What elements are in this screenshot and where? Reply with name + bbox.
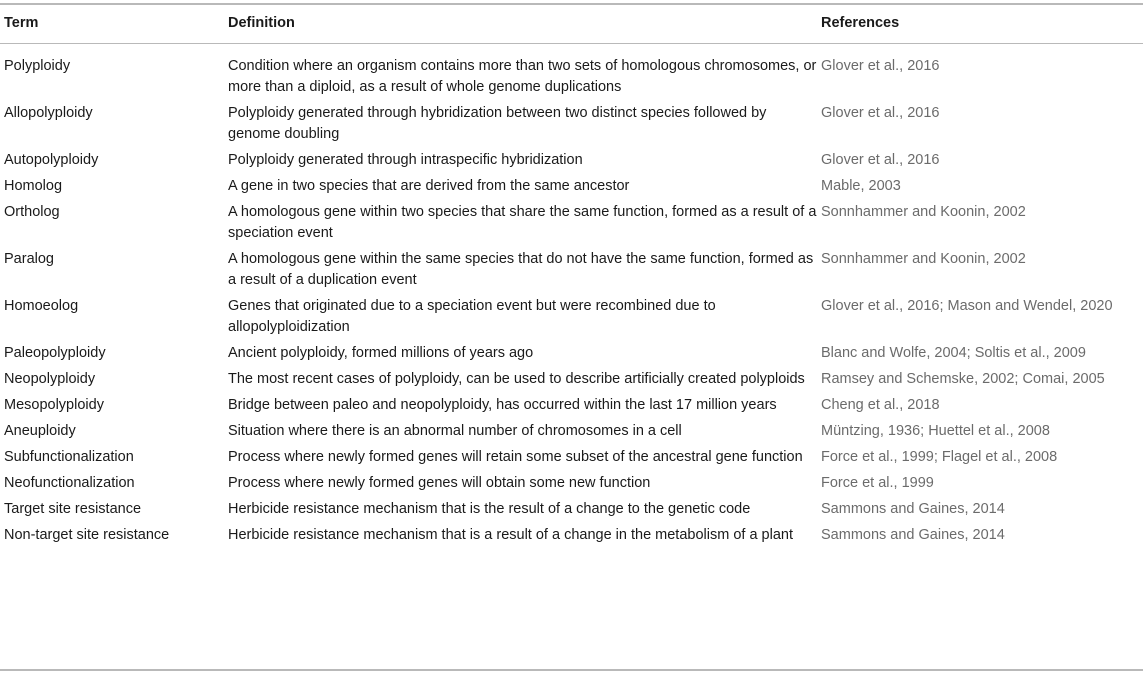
table-row bbox=[0, 525, 1143, 551]
table-body bbox=[0, 43, 1143, 551]
table-row bbox=[0, 103, 1143, 150]
cell-references: Müntzing, 1936; Huettel et al., 2008 bbox=[821, 423, 1050, 439]
cell-references: Sammons and Gaines, 2014 bbox=[821, 501, 1005, 517]
table-row bbox=[0, 296, 1143, 343]
cell-term: Autopolyploidy bbox=[4, 152, 99, 168]
table-row bbox=[0, 343, 1143, 369]
cell-term: Paleopolyploidy bbox=[4, 345, 106, 361]
cell-references: Sammons and Gaines, 2014 bbox=[821, 527, 1005, 543]
cell-references: Ramsey and Schemske, 2002; Comai, 2005 bbox=[821, 371, 1105, 387]
table-header bbox=[0, 4, 1143, 43]
cell-references: Mable, 2003 bbox=[821, 178, 901, 194]
table-row bbox=[0, 202, 1143, 249]
cell-term: Aneuploidy bbox=[4, 423, 76, 439]
cell-definition: The most recent cases of polyploidy, can be used to describe artificially created polyploids bbox=[228, 371, 805, 387]
table-row bbox=[0, 43, 1143, 103]
cell-term: Homoeolog bbox=[4, 298, 79, 314]
cell-definition: Polyploidy generated through intraspecific hybridization bbox=[228, 152, 583, 168]
cell-definition: Genes that originated due to a speciation event but were recombined due to allopolyploidization bbox=[228, 298, 716, 335]
header-references: References bbox=[821, 15, 900, 31]
table-row bbox=[0, 369, 1143, 395]
cell-definition: A gene in two species that are derived from the same ancestor bbox=[228, 178, 630, 194]
cell-term: Polyploidy bbox=[4, 58, 71, 74]
cell-definition: Process where newly formed genes will obtain some new function bbox=[228, 475, 651, 491]
cell-term: Non-target site resistance bbox=[4, 527, 170, 543]
table-bottom-rule bbox=[0, 669, 1143, 671]
cell-references: Cheng et al., 2018 bbox=[821, 397, 940, 413]
cell-term: Target site resistance bbox=[4, 501, 142, 517]
cell-definition: Situation where there is an abnormal number of chromosomes in a cell bbox=[228, 423, 682, 439]
cell-definition: Polyploidy generated through hybridization between two distinct species followed by genome doubling bbox=[228, 105, 767, 142]
cell-term: Paralog bbox=[4, 251, 54, 267]
cell-term: Ortholog bbox=[4, 204, 60, 220]
cell-term: Allopolyploidy bbox=[4, 105, 93, 121]
table-row bbox=[0, 395, 1143, 421]
cell-definition: Ancient polyploidy, formed millions of years ago bbox=[228, 345, 534, 361]
cell-definition: Condition where an organism contains more than two sets of homologous chromosomes, or more than a diploid, as a result of whole genome duplications bbox=[228, 58, 817, 95]
cell-definition: Herbicide resistance mechanism that is the result of a change to the genetic code bbox=[228, 501, 751, 517]
table-row bbox=[0, 473, 1143, 499]
header-term: Term bbox=[4, 15, 39, 31]
table-row bbox=[0, 176, 1143, 202]
cell-references: Force et al., 1999; Flagel et al., 2008 bbox=[821, 449, 1058, 465]
cell-references: Force et al., 1999 bbox=[821, 475, 934, 491]
cell-definition: Bridge between paleo and neopolyploidy, has occurred within the last 17 million years bbox=[228, 397, 777, 413]
cell-references: Sonnhammer and Koonin, 2002 bbox=[821, 204, 1026, 220]
header-definition: Definition bbox=[228, 15, 295, 31]
cell-references: Glover et al., 2016; Mason and Wendel, 2020 bbox=[821, 298, 1113, 314]
table-row bbox=[0, 421, 1143, 447]
cell-definition: A homologous gene within the same species that do not have the same function, formed as a result of a duplication event bbox=[228, 251, 814, 288]
table-row bbox=[0, 249, 1143, 296]
cell-references: Sonnhammer and Koonin, 2002 bbox=[821, 251, 1026, 267]
table-row bbox=[0, 499, 1143, 525]
cell-references: Glover et al., 2016 bbox=[821, 105, 940, 121]
table-row bbox=[0, 447, 1143, 473]
cell-definition: Process where newly formed genes will retain some subset of the ancestral gene function bbox=[228, 449, 803, 465]
definitions-table bbox=[0, 4, 1143, 551]
header-row bbox=[0, 4, 1143, 43]
cell-definition: A homologous gene within two species that share the same function, formed as a result of a speciation event bbox=[228, 204, 817, 241]
cell-definition: Herbicide resistance mechanism that is a result of a change in the metabolism of a plant bbox=[228, 527, 793, 543]
cell-term: Neofunctionalization bbox=[4, 475, 135, 491]
cell-references: Glover et al., 2016 bbox=[821, 58, 940, 74]
table-row bbox=[0, 150, 1143, 176]
cell-term: Subfunctionalization bbox=[4, 449, 134, 465]
cell-term: Mesopolyploidy bbox=[4, 397, 104, 413]
cell-term: Homolog bbox=[4, 178, 63, 194]
cell-references: Glover et al., 2016 bbox=[821, 152, 940, 168]
cell-term: Neopolyploidy bbox=[4, 371, 96, 387]
cell-references: Blanc and Wolfe, 2004; Soltis et al., 2009 bbox=[821, 345, 1086, 361]
